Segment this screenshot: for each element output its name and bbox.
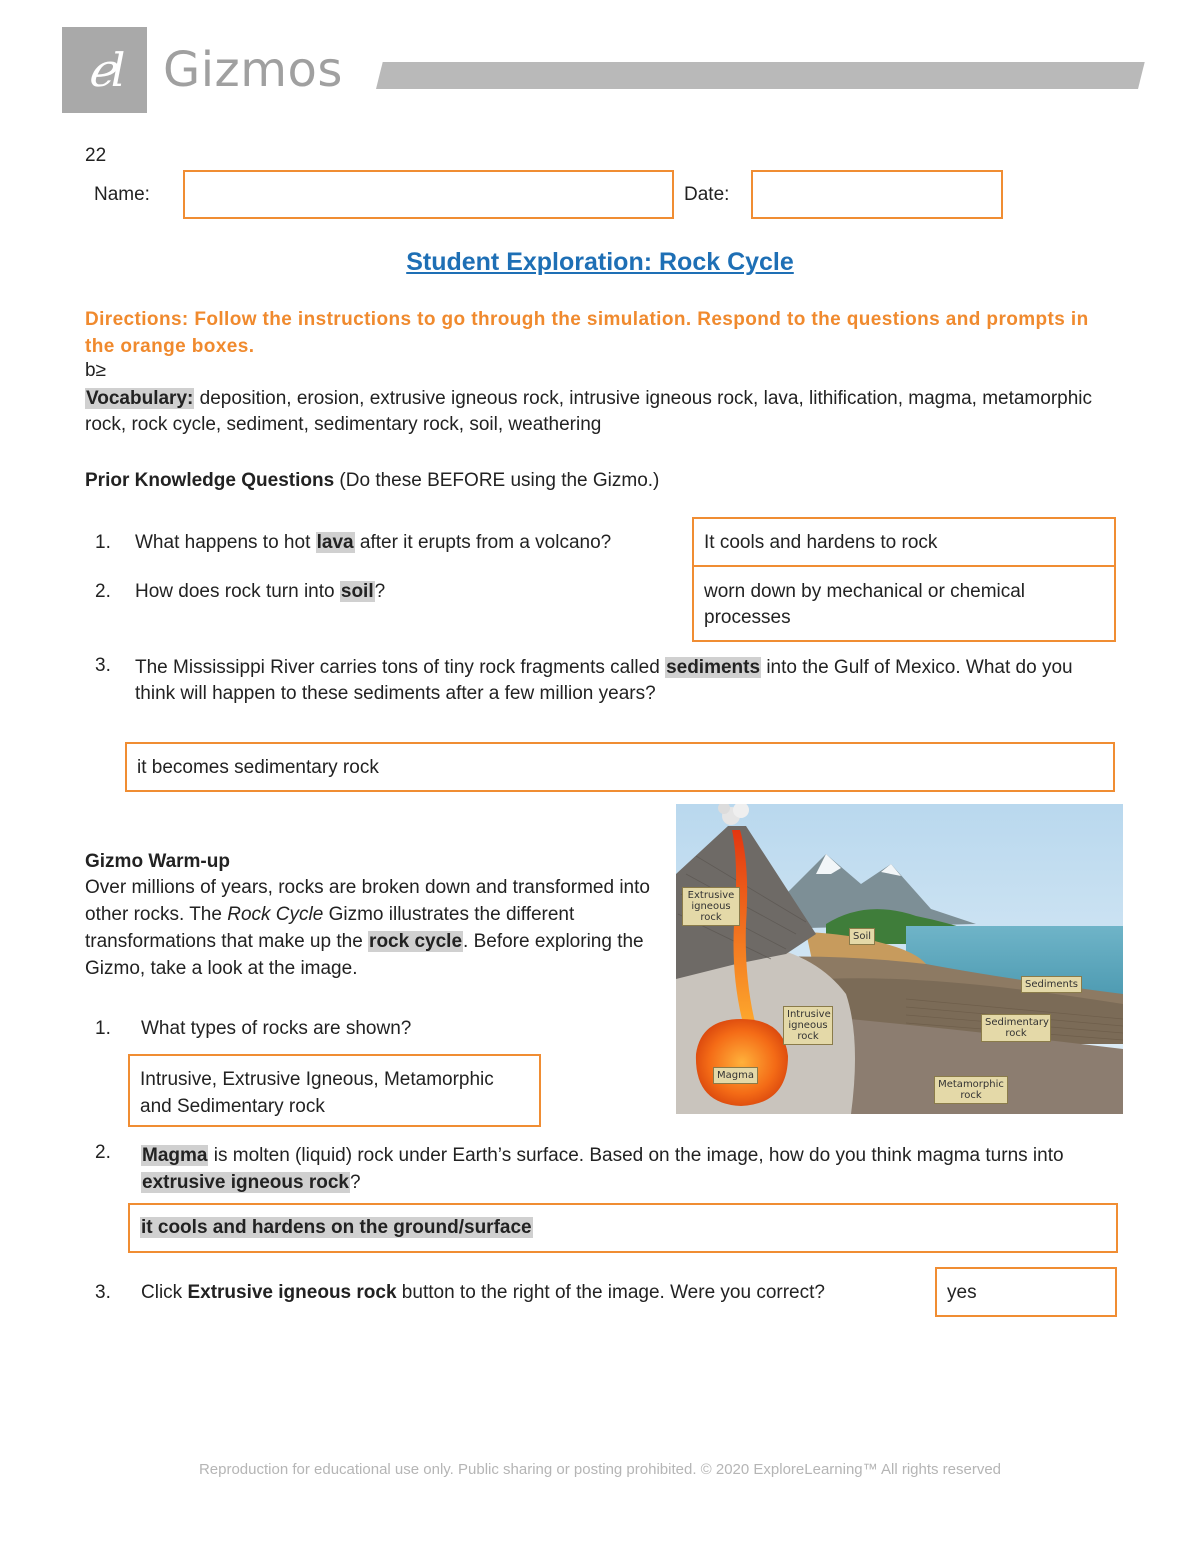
label-sedimentary-rock: Sedimentary rock	[981, 1014, 1051, 1042]
prior-q3-answer[interactable]: it becomes sedimentary rock	[125, 742, 1115, 792]
label-sediments: Sediments	[1021, 976, 1082, 993]
prior-q2-number: 2.	[95, 581, 111, 602]
vocabulary-label: Vocabulary:	[86, 388, 194, 409]
vocabulary-terms: deposition, erosion, extrusive igneous rock, intrusive igneous rock, lava, lithification, magma, metamorphic rock, rock cycle, sediment, sedimentary rock, soil, weathering	[85, 388, 1093, 435]
warmup-heading: Gizmo Warm-up	[85, 851, 230, 872]
page-number: 22	[85, 145, 107, 166]
header-decorative-bar	[376, 62, 1145, 89]
prior-heading-note: (Do these BEFORE using the Gizmo.)	[334, 470, 660, 491]
label-magma: Magma	[713, 1067, 758, 1084]
name-field[interactable]	[183, 170, 674, 219]
warmup-q3-number: 3.	[95, 1282, 111, 1303]
prior-q3-text: The Mississippi River carries tons of tiny rock fragments called sediments into the Gulf of Mexico. What do you think will happen to these sediments after a few million years?	[135, 657, 1073, 704]
prior-q2-text: How does rock turn into soil?	[135, 581, 386, 602]
prior-q1-text: What happens to hot lava after it erupts from a volcano?	[135, 532, 612, 553]
logo-mark: ℯl	[87, 43, 122, 97]
warmup-q1-number: 1.	[95, 1018, 111, 1039]
term-sediments: sediments	[666, 657, 761, 678]
term-soil: soil	[340, 581, 374, 602]
warmup-q2-number: 2.	[95, 1142, 111, 1163]
prior-q3-number: 3.	[95, 655, 111, 676]
warmup-q1-answer[interactable]: Intrusive, Extrusive Igneous, Metamorphic and Sedimentary rock	[128, 1054, 541, 1127]
warmup-q2-answer[interactable]	[128, 1203, 1118, 1253]
label-metamorphic-rock: Metamorphic rock	[934, 1076, 1008, 1104]
name-label: Name:	[94, 184, 150, 205]
warmup-q2-answer-text: it cools and hardens on the ground/surface	[141, 1217, 532, 1238]
rock-cycle-illustration	[676, 804, 1123, 1114]
label-extrusive-igneous-rock: Extrusive igneous rock	[682, 887, 740, 926]
footer-copyright: Reproduction for educational use only. Public sharing or posting prohibited. © 2020 ExploreLearning™ All rights reserved	[198, 1461, 1002, 1478]
vocabulary	[85, 386, 1115, 438]
warmup-q1-text: What types of rocks are shown?	[141, 1018, 412, 1039]
warmup-q2-text: Magma is molten (liquid) rock under Earth’s surface. Based on the image, how do you think magma turns into extrusive igneous rock?	[142, 1145, 1064, 1193]
page-title: Student Exploration: Rock Cycle	[406, 248, 794, 276]
date-field[interactable]	[751, 170, 1003, 219]
warmup-paragraph: Over millions of years, rocks are broken down and transformed into other rocks. The Rock Cycle Gizmo illustrates the different transformations that make up the rock cycle. Before exploring the Gizmo, take a look at the image.	[85, 877, 650, 979]
brand-name: Gizmos	[163, 42, 343, 98]
gizmo-name: Rock Cycle	[227, 904, 324, 925]
prior-heading-text: Prior Knowledge Questions	[85, 470, 335, 491]
stray-text: b≥	[85, 360, 106, 381]
date-label: Date:	[684, 184, 730, 205]
term-magma: Magma	[142, 1145, 208, 1166]
prior-q1-answer[interactable]: It cools and hardens to rock	[692, 517, 1116, 567]
term-lava: lava	[316, 532, 354, 553]
warmup-q3-answer[interactable]: yes	[935, 1267, 1117, 1317]
warmup-q3-text: Click Extrusive igneous rock button to the right of the image. Were you correct?	[141, 1282, 825, 1303]
term-rock-cycle: rock cycle	[369, 931, 463, 952]
label-intrusive-igneous-rock: Intrusive igneous rock	[783, 1006, 833, 1045]
directions: Directions: Follow the instructions to go through the simulation. Respond to the questions and prompts in the orange boxes.	[85, 309, 1089, 357]
explorelearning-logo	[62, 27, 147, 113]
prior-q2-answer[interactable]: worn down by mechanical or chemical processes	[692, 565, 1116, 642]
label-soil: Soil	[849, 928, 875, 945]
prior-q1-number: 1.	[95, 532, 111, 553]
term-extrusive-igneous-rock: extrusive igneous rock	[142, 1172, 349, 1193]
prior-knowledge-heading	[85, 468, 659, 494]
term-extrusive-igneous-rock-button: Extrusive igneous rock	[187, 1282, 397, 1303]
